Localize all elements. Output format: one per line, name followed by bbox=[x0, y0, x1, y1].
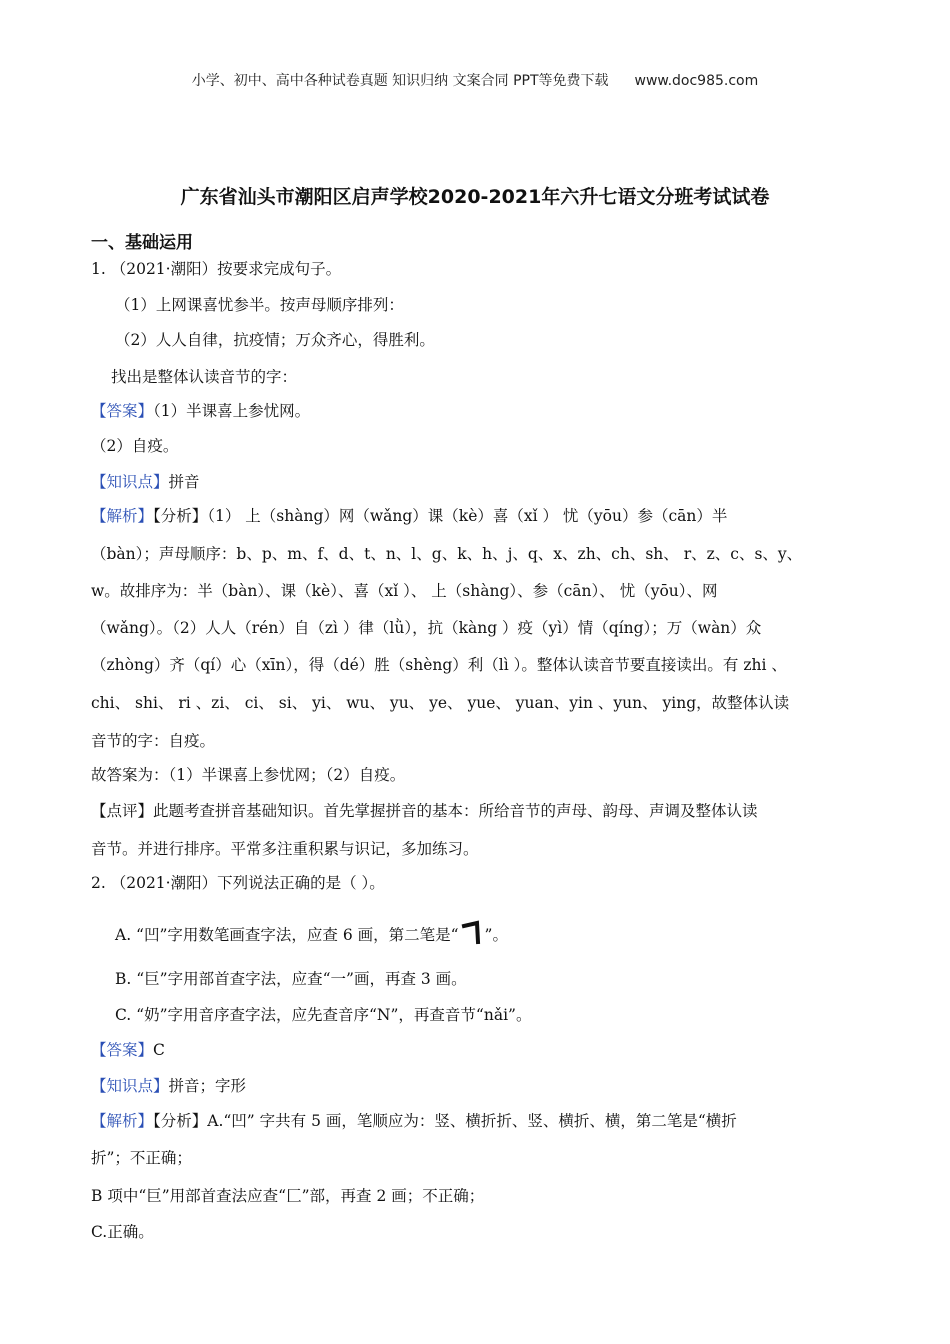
analysis-tag: 【解析】 bbox=[91, 507, 154, 525]
q1-sub2: （2）人人自律，抗疫情；万众齐心，得胜利。 bbox=[115, 331, 435, 349]
q1-analysis-line: （zhòng）齐（qí）心（xīn），得（dé）胜（shèng）利（lì ）。整体认读音节要直接读出。有 zhi 、 bbox=[91, 656, 787, 674]
q1-analysis-line: w。故排序为：半（bàn）、课（kè）、喜（xǐ ）、 上（shàng）、参（cān）、 忧（yōu）、网 bbox=[91, 582, 718, 600]
q2-answer-row bbox=[91, 1040, 861, 1060]
q1-sub3: 找出是整体认读音节的字： bbox=[111, 368, 298, 386]
q1-analysis-line: chi、 shi、 ri 、zi、 ci、 si、 yi、 wu、 yu、 ye、 yue、 yuan、yin 、yun、 ying，故整体认读 bbox=[91, 694, 790, 712]
q1-analysis-line: 音节的字：自疫。 bbox=[91, 732, 216, 750]
q2-option-b: B. “巨”字用部首查字法，应查“一”画，再查 3 画。 bbox=[115, 970, 467, 988]
q1-knowledge: 拼音 bbox=[168, 473, 200, 491]
q1-analysis-line: （wǎng）。（2）人人（rén）自（zì ）律（lǜ），抗（kàng ）疫（yì）情（qíng）；万（wàn）众 bbox=[91, 619, 762, 637]
q1-knowledge-row bbox=[91, 472, 861, 492]
q1-stem: 1. （2021·潮阳）按要求完成句子。 bbox=[91, 260, 342, 278]
section-heading: 一、基础运用 bbox=[91, 233, 193, 253]
page-header bbox=[0, 70, 950, 90]
q2-analysis-line: 【分析】A.“凹” 字共有 5 画，笔顺应为：竖、横折折、竖、横折、横，第二笔是“横折 bbox=[153, 1112, 737, 1130]
answer-tag: 【答案】 bbox=[91, 1041, 154, 1059]
document-title: 广东省汕头市潮阳区启声学校2020-2021年六升七语文分班考试试卷 bbox=[180, 186, 770, 208]
q2-option-c: C. “奶”字用音序查字法，应先查音序“N”，再查音节“nǎi”。 bbox=[115, 1006, 532, 1024]
header-text: 小学、初中、高中各种试卷真题 知识归纳 文案合同 PPT等免费下载 bbox=[191, 73, 609, 89]
q2-analysis-line: 折”；不正确； bbox=[91, 1149, 192, 1167]
q2-answer: C bbox=[153, 1041, 165, 1059]
q2-option-a-text: A. “凹”字用数笔画查字法，应查 6 画，第二笔是“ bbox=[115, 926, 459, 944]
answer-tag: 【答案】 bbox=[91, 402, 154, 420]
q2-stem: 2. （2021·潮阳）下列说法正确的是（ ）。 bbox=[91, 874, 385, 892]
q1-answer2: （2）自疫。 bbox=[91, 437, 179, 455]
q1-comment-line: 音节。并进行排序。平常多注重积累与识记，多加练习。 bbox=[91, 840, 479, 858]
q2-knowledge-row bbox=[91, 1076, 861, 1096]
stroke-hengzhe-icon bbox=[461, 920, 483, 948]
q1-answer1: （1）半课喜上参忧网。 bbox=[153, 402, 311, 420]
q1-analysis-row bbox=[91, 506, 861, 526]
header-url[interactable]: www.doc985.com bbox=[634, 73, 759, 89]
q2-analysis-c: C.正确。 bbox=[91, 1223, 154, 1241]
q1-analysis-line: （bàn）；声母顺序：b、p、m、f、d、t、n、l、g、k、h、j、q、x、zh、ch、sh、 r、z、c、s、y、 bbox=[91, 545, 803, 563]
q2-analysis-row bbox=[91, 1111, 861, 1131]
knowledge-tag: 【知识点】 bbox=[91, 1077, 169, 1095]
q1-comment-line: 【点评】此题考查拼音基础知识。首先掌握拼音的基本：所给音节的声母、韵母、声调及整体认读 bbox=[91, 802, 758, 820]
q2-option-a bbox=[115, 920, 885, 948]
q2-analysis-b: B 项中“巨”用部首查法应查“匚”部，再查 2 画；不正确； bbox=[91, 1187, 485, 1205]
q2-knowledge: 拼音；字形 bbox=[168, 1077, 247, 1095]
q1-answer-row bbox=[91, 401, 861, 421]
q1-sub1: （1）上网课喜忧参半。按声母顺序排列： bbox=[115, 296, 404, 314]
q1-analysis-line: 【分析】（1） 上（shàng）网（wǎng）课（kè）喜（xǐ ） 忧（yōu）参（cān）半 bbox=[153, 507, 728, 525]
knowledge-tag: 【知识点】 bbox=[91, 473, 169, 491]
analysis-tag: 【解析】 bbox=[91, 1112, 154, 1130]
q2-option-a-end: ”。 bbox=[484, 926, 508, 944]
q1-conclusion: 故答案为：（1）半课喜上参忧网；（2）自疫。 bbox=[91, 766, 406, 784]
